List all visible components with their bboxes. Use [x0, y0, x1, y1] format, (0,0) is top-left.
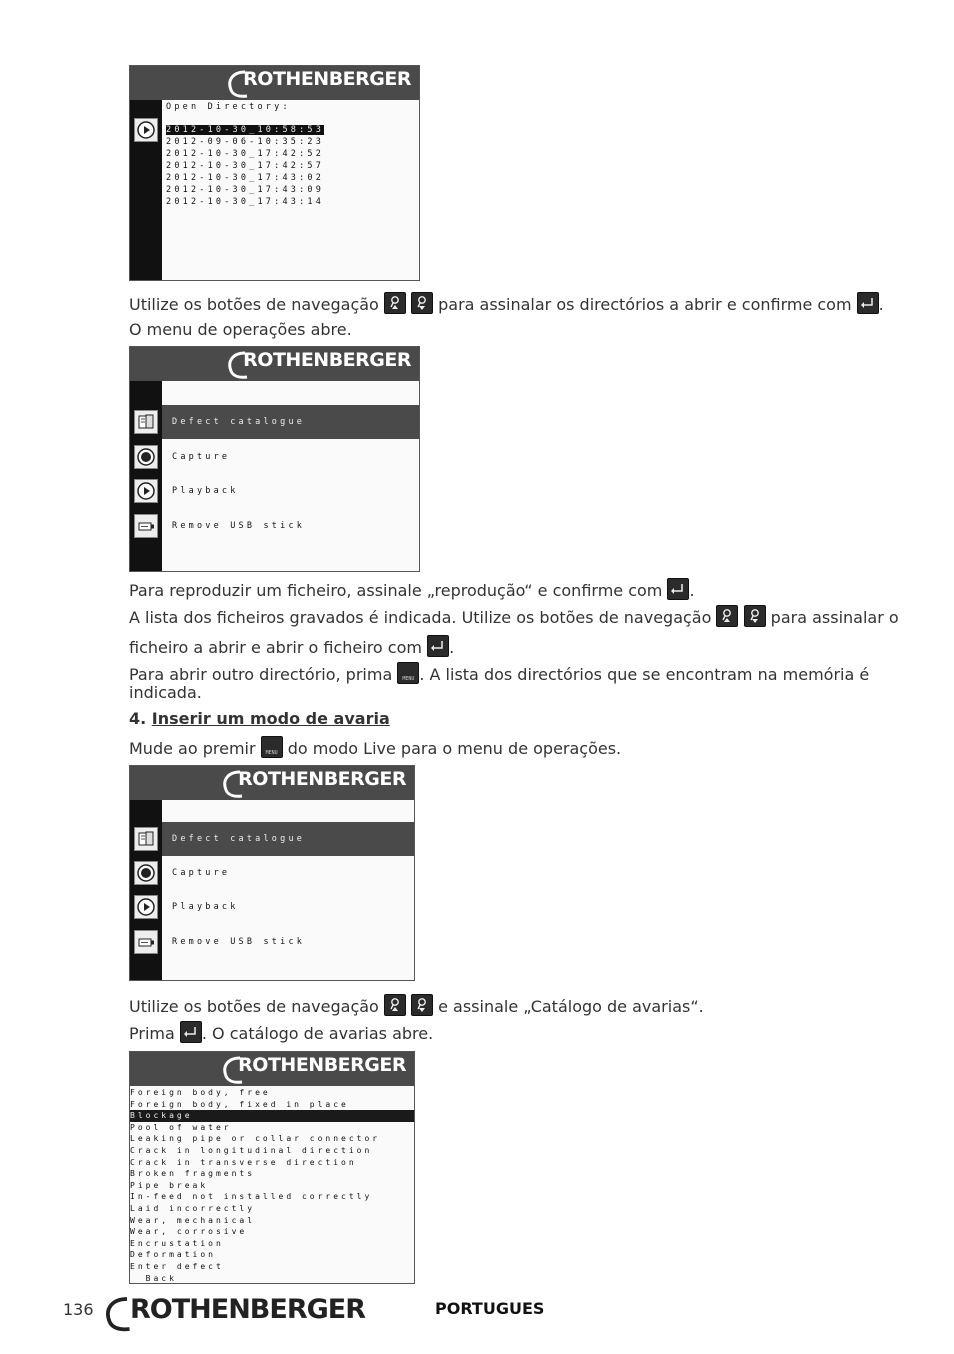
defect-item[interactable]: Crack in transverse direction [130, 1157, 357, 1167]
brand-logo: ROTHENBERGER [238, 768, 406, 790]
page-number: 136 [63, 1300, 94, 1319]
directory-item[interactable]: 2012-10-30_17:43:02 [166, 173, 325, 183]
directory-item[interactable]: 2012-09-06-10:35:23 [166, 137, 325, 147]
paragraph-playback: Para reproduzir um ficheiro, assinale „reprodução“ e confirme com . [129, 578, 695, 601]
directory-item[interactable]: 2012-10-30_17:42:57 [166, 161, 325, 171]
defect-item[interactable]: Foreign body, free [130, 1088, 271, 1097]
defect-item[interactable]: Crack in longitudinal direction [130, 1145, 373, 1155]
defect-item[interactable]: Enter defect [130, 1261, 224, 1271]
paragraph-menu-opens: O menu de operações abre. [129, 320, 352, 339]
defect-item[interactable]: In-feed not installed correctly [130, 1192, 373, 1202]
screen-operations-menu-2 [129, 765, 415, 981]
menu-item-remove-usb[interactable]: Remove USB stick [172, 521, 306, 531]
paragraph-indicated: indicada. [129, 683, 202, 702]
enter-key-icon [857, 292, 879, 314]
side-bar [130, 100, 162, 280]
swoosh-icon [220, 1056, 244, 1084]
enter-key-icon [667, 578, 689, 600]
defect-item[interactable]: Deformation [130, 1250, 216, 1260]
footer-language: PORTUGUES [435, 1299, 545, 1318]
nav-down-key-icon [744, 605, 766, 627]
defect-item[interactable]: Broken fragments [130, 1169, 256, 1179]
defect-item-back[interactable]: Back [130, 1273, 177, 1283]
record-icon [134, 861, 158, 885]
brand-logo: ROTHENBERGER [243, 68, 411, 90]
nav-up-key-icon [716, 605, 738, 627]
nav-down-key-icon [411, 994, 433, 1016]
screen-operations-menu-1 [129, 346, 420, 572]
book-icon [134, 410, 158, 434]
paragraph-press-enter: Prima . O catálogo de avarias abre. [129, 1021, 433, 1044]
directory-item-selected[interactable]: 2012-10-30_10:58:53 [166, 125, 325, 135]
screen-open-directory [129, 65, 420, 281]
menu-item-defect-catalogue[interactable]: Defect catalogue [162, 405, 419, 439]
paragraph-open-file: ficheiro a abrir e abrir o ficheiro com . [129, 635, 454, 658]
menu-key-icon: MENU [397, 662, 419, 684]
directory-list [166, 124, 324, 208]
menu-item-playback[interactable]: Playback [172, 486, 239, 496]
screen-header [130, 66, 419, 100]
screen-header [130, 766, 414, 800]
swoosh-icon [225, 351, 249, 379]
menu-item-defect-catalogue[interactable]: Defect catalogue [162, 822, 414, 856]
paragraph-navigate-directories: Utilize os botões de navegação para assinalar os directórios a abrir e confirme com . [129, 292, 884, 315]
usb-icon [134, 514, 158, 538]
playback-icon [134, 118, 158, 142]
paragraph-file-list: A lista dos ficheiros gravados é indicada. Utilize os botões de navegação para assinalar o [129, 605, 899, 628]
usb-icon [134, 930, 158, 954]
swoosh-icon [102, 1296, 132, 1332]
screen-header [130, 1052, 414, 1086]
directory-item[interactable]: 2012-10-30_17:42:52 [166, 149, 325, 159]
defect-item[interactable]: Foreign body, fixed in place [130, 1099, 349, 1109]
directory-item[interactable]: 2012-10-30_17:43:14 [166, 197, 325, 207]
footer-brand-logo: ROTHENBERGER [110, 1294, 365, 1325]
playback-icon [134, 479, 158, 503]
enter-key-icon [427, 635, 449, 657]
nav-up-key-icon [384, 994, 406, 1016]
menu-key-icon: MENU [261, 736, 283, 758]
defect-item[interactable]: Pool of water [130, 1122, 232, 1132]
book-icon [134, 827, 158, 851]
defect-item[interactable]: Pipe break [130, 1180, 209, 1190]
brand-logo: ROTHENBERGER [243, 349, 411, 371]
section-heading: 4. Inserir um modo de avaria [129, 709, 390, 728]
brand-logo: ROTHENBERGER [238, 1054, 406, 1076]
enter-key-icon [180, 1021, 202, 1043]
defect-item[interactable]: Wear, corrosive [130, 1227, 248, 1237]
dialog-title: Open Directory: [166, 102, 291, 112]
playback-icon [134, 895, 158, 919]
nav-down-key-icon [411, 292, 433, 314]
menu-item-playback[interactable]: Playback [172, 902, 239, 912]
menu-item-capture[interactable]: Capture [172, 868, 231, 878]
swoosh-icon [220, 770, 244, 798]
record-icon [134, 445, 158, 469]
menu-item-remove-usb[interactable]: Remove USB stick [172, 937, 306, 947]
directory-item[interactable]: 2012-10-30_17:43:09 [166, 185, 325, 195]
paragraph-switch-mode: Mude ao premir MENU do modo Live para o menu de operações. [129, 736, 621, 759]
defect-item[interactable]: Laid incorrectly [130, 1203, 256, 1213]
defect-item[interactable]: Encrustation [130, 1238, 224, 1248]
nav-up-key-icon [384, 292, 406, 314]
screen-header [130, 347, 419, 381]
paragraph-other-directory: Para abrir outro directório, prima MENU . A lista dos directórios que se encontram na memória é [129, 662, 869, 685]
defect-item[interactable]: Wear, mechanical [130, 1215, 256, 1225]
defect-item-selected[interactable]: Blockage [130, 1110, 414, 1122]
defect-list [130, 1087, 414, 1284]
screen-defect-catalogue [129, 1051, 415, 1284]
swoosh-icon [225, 70, 249, 98]
defect-item[interactable]: Leaking pipe or collar connector [130, 1134, 381, 1144]
paragraph-select-catalogue: Utilize os botões de navegação e assinale „Catálogo de avarias“. [129, 994, 704, 1017]
menu-item-capture[interactable]: Capture [172, 452, 231, 462]
